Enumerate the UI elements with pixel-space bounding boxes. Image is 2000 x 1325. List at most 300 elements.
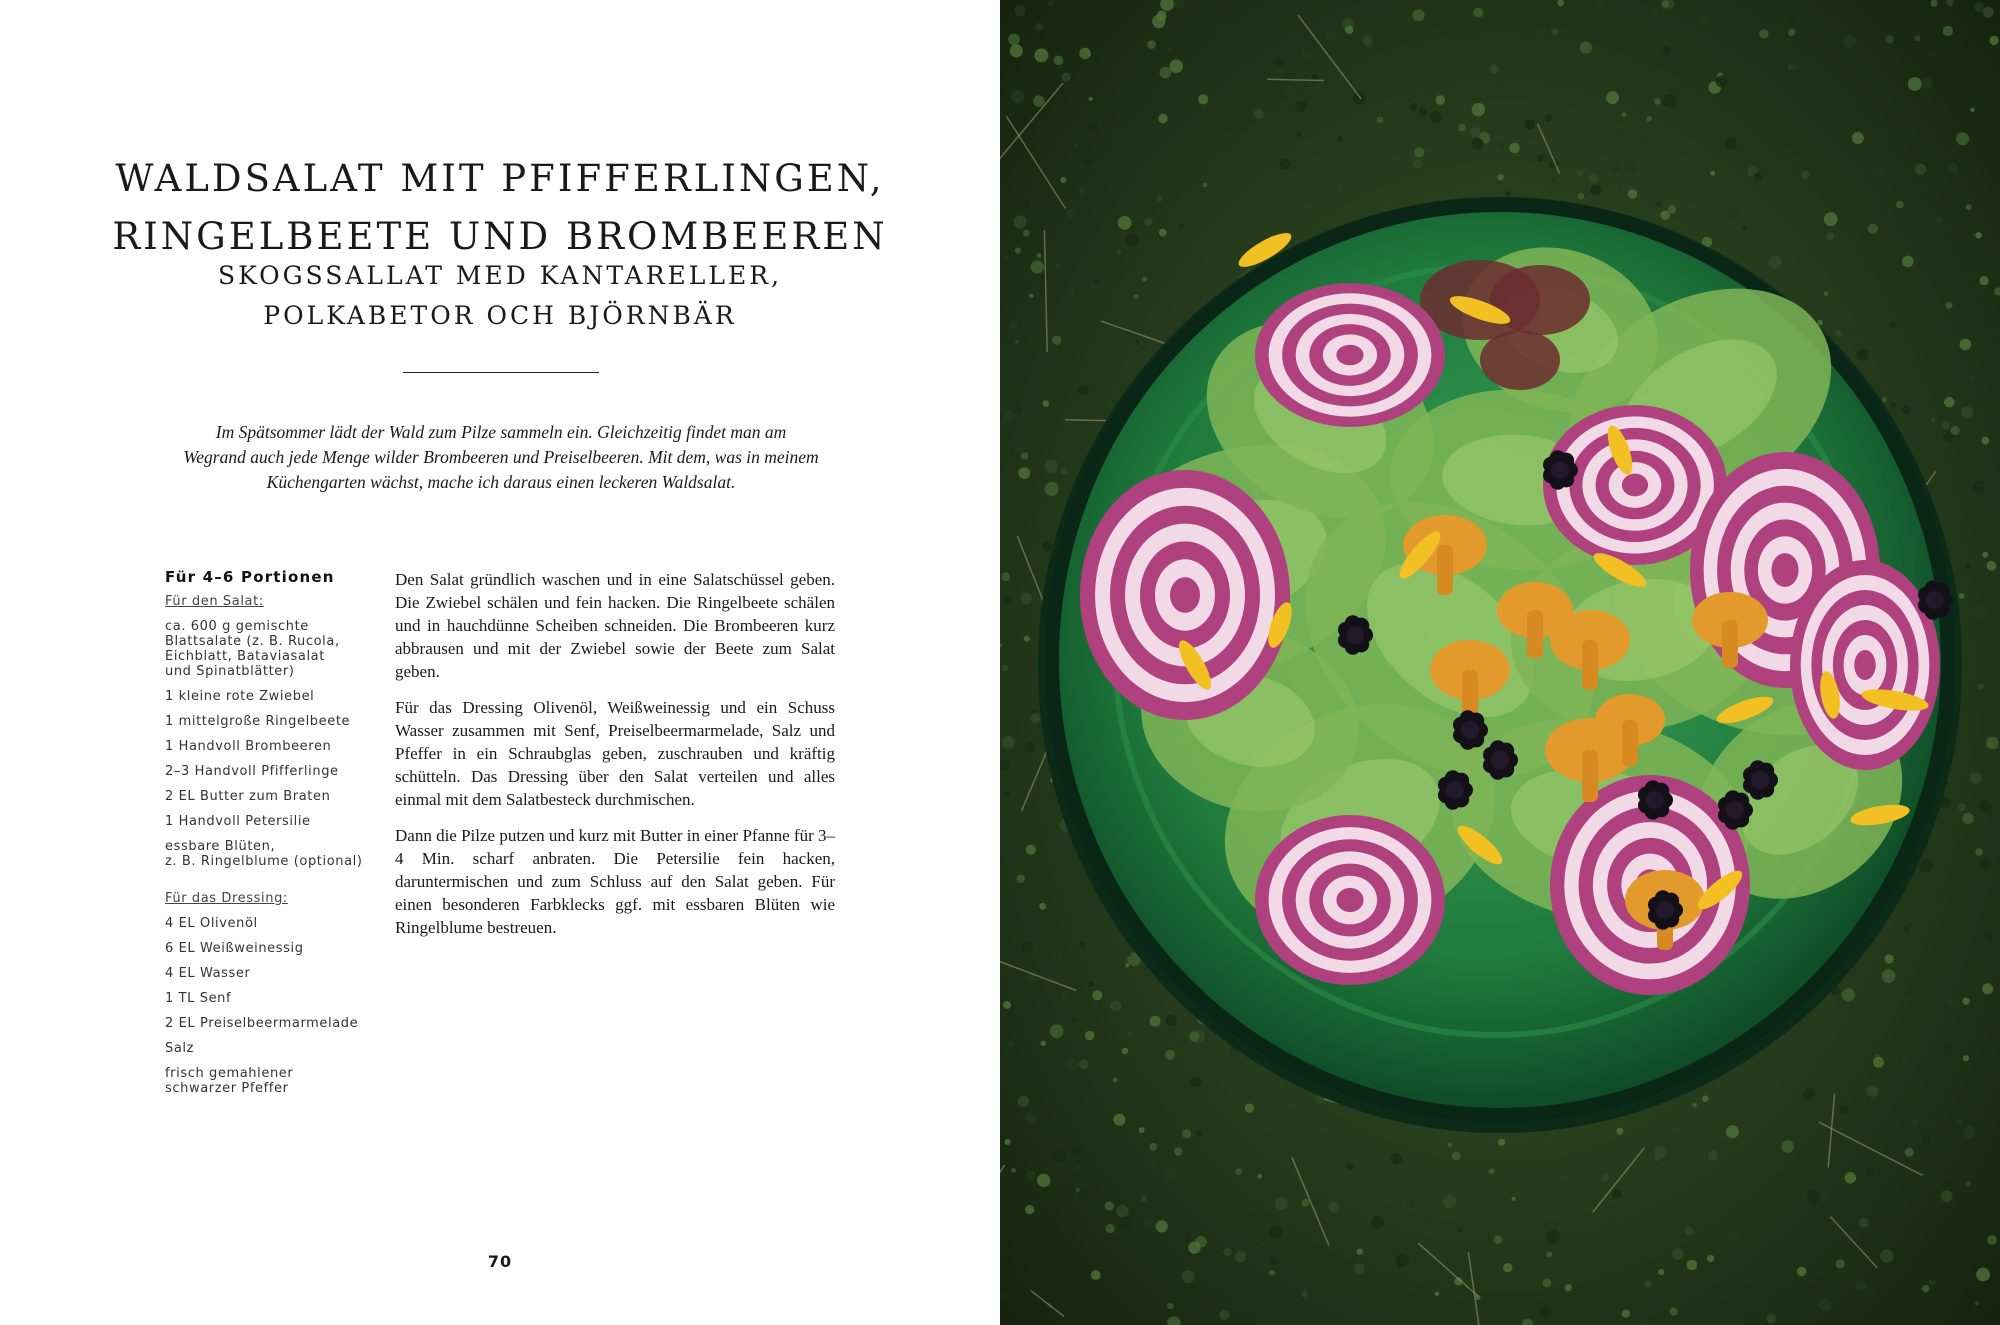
moss-tuft: [1829, 1080, 1843, 1094]
moss-tuft: [1628, 189, 1637, 198]
moss-tuft: [1543, 1279, 1552, 1288]
moss-tuft: [1533, 1286, 1540, 1293]
moss-tuft: [1458, 124, 1466, 132]
moss-tuft: [1167, 1303, 1173, 1309]
moss-tuft: [1263, 1264, 1271, 1272]
beet-ring: [1336, 345, 1363, 366]
moss-tuft: [1025, 1205, 1034, 1214]
moss-tuft: [1707, 1255, 1714, 1262]
moss-tuft: [1945, 1045, 1950, 1050]
moss-tuft: [1982, 437, 1990, 445]
moss-tuft: [1933, 905, 1945, 917]
moss-tuft: [1606, 1218, 1616, 1228]
moss-tuft: [1079, 48, 1091, 60]
moss-tuft: [1160, 67, 1172, 79]
moss-tuft: [1590, 185, 1601, 196]
moss-tuft: [1959, 593, 1965, 599]
moss-tuft: [1963, 1055, 1969, 1061]
moss-tuft: [1144, 1217, 1153, 1226]
beet-ring: [1170, 577, 1200, 613]
moss-tuft: [1986, 737, 1999, 750]
moss-tuft: [1037, 1174, 1050, 1187]
chanterelle-stem: [1582, 750, 1598, 802]
moss-tuft: [1354, 1263, 1365, 1274]
moss-tuft: [1054, 56, 1064, 66]
moss-tuft: [1312, 74, 1318, 80]
moss-tuft: [1908, 77, 1922, 91]
moss-tuft: [1242, 1140, 1248, 1146]
moss-tuft: [1577, 170, 1584, 177]
moss-tuft: [1906, 995, 1912, 1001]
moss-tuft: [1118, 216, 1132, 230]
salad-ingredient-item-line: 2 EL Butter zum Braten: [165, 789, 331, 804]
moss-tuft: [1636, 137, 1647, 148]
moss-tuft: [1165, 1015, 1176, 1026]
moss-tuft: [1941, 1190, 1953, 1202]
moss-tuft: [1076, 1188, 1081, 1193]
recipe-title-line-2: RINGELBEETE UND BROMBEEREN: [112, 215, 888, 258]
salad-section-label: Für den Salat:: [165, 594, 264, 609]
red-leaf: [1480, 330, 1560, 390]
moss-tuft: [1235, 1252, 1246, 1263]
moss-tuft: [1962, 407, 1974, 419]
moss-tuft: [1883, 60, 1889, 66]
moss-tuft: [1026, 845, 1036, 855]
dressing-ingredient-list: [165, 916, 390, 1096]
moss-tuft: [1157, 11, 1167, 21]
moss-tuft: [1655, 1155, 1660, 1160]
moss-tuft: [1044, 459, 1058, 473]
moss-tuft: [1113, 1078, 1118, 1083]
moss-tuft: [1982, 983, 1993, 994]
moss-tuft: [1759, 122, 1766, 129]
moss-tuft: [1710, 171, 1715, 176]
moss-tuft: [1065, 1059, 1078, 1072]
moss-tuft: [1797, 1267, 1807, 1277]
moss-tuft: [1716, 75, 1728, 87]
moss-tuft: [1943, 26, 1953, 36]
moss-tuft: [1280, 159, 1291, 170]
moss-tuft: [1290, 161, 1296, 167]
moss-tuft: [1557, 0, 1564, 7]
servings-heading: Für 4–6 Portionen: [165, 568, 335, 586]
dressing-ingredient-item-line: 6 EL Weißweinessig: [165, 941, 304, 956]
salad-ingredient-item: [165, 789, 390, 804]
moss-tuft: [1972, 480, 1985, 493]
chanterelle-stem: [1622, 720, 1638, 766]
moss-tuft: [1189, 1031, 1199, 1041]
moss-tuft: [1061, 468, 1068, 475]
moss-tuft: [1088, 122, 1098, 132]
moss-tuft: [1663, 1243, 1674, 1254]
moss-tuft: [1209, 202, 1219, 212]
moss-tuft: [1089, 97, 1093, 101]
moss-tuft: [1859, 1218, 1868, 1227]
moss-tuft: [1085, 1031, 1095, 1041]
subtitle-line-1: SKOGSSALLAT MED KANTARELLER,: [217, 261, 783, 290]
moss-tuft: [1005, 255, 1009, 259]
moss-tuft: [1904, 927, 1910, 933]
moss-tuft: [1419, 108, 1427, 116]
moss-tuft: [1702, 1096, 1708, 1102]
moss-tuft: [1970, 108, 1975, 113]
moss-tuft: [1017, 408, 1022, 413]
moss-tuft: [1002, 595, 1011, 604]
moss-tuft: [1223, 1248, 1231, 1256]
beet-slice: [1255, 815, 1445, 985]
moss-tuft: [1074, 143, 1079, 148]
moss-tuft: [1947, 998, 1954, 1005]
moss-tuft: [1034, 48, 1048, 62]
moss-tuft: [1443, 1195, 1457, 1209]
moss-tuft: [1316, 1210, 1323, 1217]
moss-tuft: [1929, 1279, 1936, 1286]
moss-tuft: [1125, 233, 1138, 246]
moss-tuft: [1029, 294, 1033, 298]
moss-tuft: [1094, 279, 1099, 284]
blackberry-center: [1726, 801, 1744, 819]
moss-tuft: [1430, 112, 1442, 124]
moss-tuft: [1709, 104, 1722, 117]
moss-tuft: [1845, 1172, 1857, 1184]
moss-tuft: [1275, 1197, 1288, 1210]
salad-photo: [1000, 0, 2000, 1325]
moss-tuft: [1026, 1170, 1036, 1180]
moss-tuft: [1052, 952, 1062, 962]
salad-ingredient-item: [165, 689, 390, 704]
moss-tuft: [1011, 90, 1024, 103]
moss-tuft: [1301, 1199, 1309, 1207]
moss-tuft: [1054, 263, 1060, 269]
moss-tuft: [1911, 1119, 1919, 1127]
moss-tuft: [1958, 804, 1965, 811]
moss-tuft: [1975, 1301, 1980, 1306]
moss-tuft: [1167, 1026, 1179, 1038]
moss-tuft: [1497, 174, 1503, 180]
intro-line-3: Küchengarten wächst, mache ich daraus einen leckeren Waldsalat.: [266, 472, 736, 492]
moss-tuft: [1661, 0, 1669, 8]
moss-tuft: [1490, 65, 1499, 74]
moss-tuft: [1337, 136, 1343, 142]
moss-tuft: [1088, 981, 1094, 987]
moss-tuft: [1728, 1228, 1740, 1240]
moss-tuft: [1979, 800, 1991, 812]
moss-tuft: [1357, 1248, 1363, 1254]
moss-tuft: [1843, 35, 1856, 48]
moss-tuft: [1000, 760, 1010, 770]
moss-tuft: [1436, 95, 1446, 105]
blackberry-center: [1461, 721, 1479, 739]
salad-ingredient-item: [165, 839, 390, 869]
moss-tuft: [1606, 91, 1619, 104]
moss-tuft: [1156, 1220, 1168, 1232]
moss-tuft: [1987, 561, 1997, 571]
chanterelle-stem: [1527, 610, 1543, 658]
moss-tuft: [1169, 60, 1183, 74]
moss-tuft: [1868, 224, 1878, 234]
salad-ingredient-item-line: Blattsalate (z. B. Rucola,: [165, 634, 340, 649]
moss-tuft: [1791, 62, 1799, 70]
moss-tuft: [1105, 1224, 1114, 1233]
moss-tuft: [1902, 406, 1911, 415]
moss-tuft: [1011, 1168, 1016, 1173]
moss-tuft: [1043, 400, 1050, 407]
moss-tuft: [1985, 934, 1993, 942]
moss-tuft: [1396, 1255, 1409, 1268]
moss-tuft: [1067, 289, 1076, 298]
moss-tuft: [1004, 1174, 1009, 1179]
moss-tuft: [1480, 1198, 1484, 1202]
moss-tuft: [1041, 1041, 1046, 1046]
moss-tuft: [1727, 206, 1739, 218]
moss-tuft: [1497, 82, 1505, 90]
blackberry-center: [1751, 771, 1769, 789]
moss-tuft: [1301, 49, 1312, 60]
chanterelle-stem: [1582, 640, 1598, 690]
dressing-ingredient-item-line: schwarzer Pfeffer: [165, 1081, 289, 1096]
moss-tuft: [1902, 256, 1914, 268]
moss-tuft: [1079, 941, 1086, 948]
moss-tuft: [1379, 35, 1389, 45]
moss-tuft: [1509, 143, 1520, 154]
dressing-ingredient-item-line: 2 EL Preiselbeermarmelade: [165, 1016, 359, 1031]
moss-tuft: [1269, 1226, 1283, 1240]
moss-tuft: [1010, 44, 1023, 57]
moss-tuft: [1742, 227, 1746, 231]
moss-tuft: [1045, 482, 1059, 496]
moss-tuft: [1963, 474, 1967, 478]
moss-tuft: [1801, 171, 1809, 179]
moss-tuft: [1970, 376, 1976, 382]
moss-tuft: [1010, 449, 1014, 453]
beet-ring: [1622, 474, 1648, 497]
moss-tuft: [1033, 1222, 1042, 1231]
moss-tuft: [1157, 195, 1163, 201]
moss-tuft: [1024, 543, 1032, 551]
dressing-ingredient-item-line: frisch gemahlener: [165, 1066, 294, 1081]
moss-tuft: [1891, 402, 1897, 408]
moss-tuft: [1052, 1150, 1065, 1163]
moss-tuft: [1164, 1168, 1178, 1182]
moss-tuft: [1078, 385, 1088, 395]
moss-tuft: [1015, 446, 1024, 455]
moss-tuft: [1297, 133, 1302, 138]
moss-tuft: [1820, 1027, 1827, 1034]
dressing-ingredient-item: [165, 966, 390, 981]
moss-tuft: [1512, 1197, 1516, 1201]
moss-tuft: [1092, 990, 1102, 1000]
moss-tuft: [1457, 1228, 1462, 1233]
moss-tuft: [1003, 1001, 1011, 1009]
moss-tuft: [1498, 139, 1505, 146]
moss-tuft: [1817, 320, 1823, 326]
moss-tuft: [1158, 114, 1168, 124]
moss-tuft: [1922, 1135, 1932, 1145]
salad-ingredient-item: [165, 739, 390, 754]
moss-tuft: [1962, 813, 1973, 824]
moss-tuft: [1840, 1105, 1849, 1114]
moss-tuft: [1414, 147, 1424, 157]
beet-slice: [1080, 470, 1290, 720]
beet-ring: [1854, 650, 1875, 680]
salad-ingredient-item: [165, 764, 390, 779]
moss-tuft: [1014, 216, 1027, 229]
moss-tuft: [1002, 665, 1009, 672]
moss-tuft: [1110, 1000, 1121, 1011]
moss-tuft: [1302, 1291, 1308, 1297]
moss-tuft: [1578, 193, 1585, 200]
moss-tuft: [1035, 23, 1043, 31]
salad-ingredient-item-line: 1 mittelgroße Ringelbeete: [165, 714, 351, 729]
moss-tuft: [1023, 230, 1030, 237]
moss-tuft: [1188, 1242, 1200, 1254]
salad-ingredient-list: [165, 619, 390, 869]
salad-photo-illustration: [1000, 0, 2000, 1325]
moss-tuft: [1039, 903, 1046, 910]
moss-tuft: [1025, 1113, 1036, 1124]
moss-tuft: [1878, 168, 1884, 174]
moss-tuft: [1091, 1270, 1101, 1280]
moss-tuft: [1423, 82, 1436, 95]
moss-tuft: [1182, 1270, 1195, 1283]
moss-tuft: [1235, 1168, 1241, 1174]
moss-tuft: [1890, 322, 1896, 328]
beet-ring: [1771, 553, 1798, 587]
moss-tuft: [1974, 2, 1984, 12]
moss-tuft: [1547, 1230, 1561, 1244]
ingredients-column: [165, 568, 390, 1106]
moss-tuft: [1947, 162, 1958, 173]
moss-tuft: [1118, 1216, 1132, 1230]
moss-tuft: [1725, 138, 1737, 150]
moss-tuft: [1024, 636, 1030, 642]
moss-tuft: [1179, 1038, 1188, 1047]
moss-tuft: [1538, 28, 1548, 38]
moss-tuft: [1671, 1226, 1683, 1238]
moss-tuft: [1979, 276, 1988, 285]
moss-tuft: [1310, 41, 1315, 46]
moss-tuft: [1105, 1201, 1114, 1210]
moss-tuft: [1824, 291, 1829, 296]
moss-tuft: [1248, 125, 1260, 137]
moss-tuft: [1905, 1148, 1914, 1157]
moss-tuft: [1781, 1140, 1794, 1153]
moss-tuft: [1072, 1017, 1077, 1022]
moss-tuft: [1873, 1057, 1884, 1068]
moss-tuft: [1582, 1294, 1591, 1303]
moss-tuft: [1580, 42, 1592, 54]
moss-tuft: [1539, 1306, 1551, 1318]
moss-tuft: [1150, 1016, 1161, 1027]
moss-tuft: [1803, 1088, 1815, 1100]
moss-tuft: [1865, 1167, 1874, 1176]
moss-tuft: [1924, 63, 1931, 70]
moss-tuft: [1608, 160, 1621, 173]
moss-tuft: [1037, 253, 1041, 257]
moss-tuft: [1084, 159, 1091, 166]
moss-tuft: [1684, 1226, 1693, 1235]
moss-tuft: [1275, 57, 1284, 66]
moss-tuft: [1975, 848, 1983, 856]
moss-tuft: [1149, 1143, 1157, 1151]
moss-tuft: [1781, 1161, 1786, 1166]
intro-line-2: Wegrand auch jede Menge wilder Brombeeren und Preiselbeeren. Mit dem, was in meinem: [183, 447, 819, 467]
moss-tuft: [1329, 1202, 1340, 1213]
moss-tuft: [1125, 963, 1129, 967]
moss-tuft: [1965, 1181, 1971, 1187]
recipe-subtitle-swedish: [100, 256, 900, 336]
moss-tuft: [1824, 212, 1838, 226]
moss-tuft: [1956, 132, 1969, 145]
moss-tuft: [1017, 1096, 1029, 1108]
dressing-ingredient-item: [165, 1066, 390, 1096]
moss-tuft: [1245, 1104, 1254, 1113]
moss-tuft: [1670, 1307, 1678, 1315]
moss-tuft: [1270, 1258, 1277, 1265]
dressing-ingredient-item-line: 1 TL Senf: [165, 991, 232, 1006]
moss-tuft: [1978, 683, 1984, 689]
moss-tuft: [1960, 339, 1972, 351]
moss-tuft: [1078, 187, 1085, 194]
moss-tuft: [1005, 1139, 1011, 1145]
moss-tuft: [1371, 1216, 1384, 1229]
moss-tuft: [1602, 1174, 1609, 1181]
salad-ingredient-item: [165, 619, 390, 679]
moss-tuft: [1079, 1059, 1089, 1069]
moss-tuft: [1922, 1285, 1929, 1292]
moss-tuft: [1065, 1186, 1075, 1196]
moss-tuft: [1031, 260, 1044, 273]
moss-tuft: [1126, 951, 1131, 956]
moss-tuft: [1975, 232, 1982, 239]
blackberry-center: [1491, 751, 1509, 769]
moss-tuft: [1033, 95, 1045, 107]
moss-tuft: [1014, 5, 1025, 16]
moss-tuft: [1663, 94, 1677, 108]
moss-tuft: [1982, 552, 1988, 558]
moss-tuft: [1073, 1145, 1083, 1155]
moss-tuft: [1410, 103, 1418, 111]
moss-tuft: [1836, 1259, 1845, 1268]
moss-tuft: [1867, 1085, 1879, 1097]
moss-tuft: [1624, 159, 1638, 173]
moss-tuft: [1179, 224, 1184, 229]
recipe-title: [100, 150, 900, 266]
moss-tuft: [1002, 736, 1015, 749]
moss-tuft: [1144, 217, 1153, 226]
moss-tuft: [1921, 78, 1932, 89]
moss-tuft: [1936, 216, 1943, 223]
moss-tuft: [1982, 820, 1989, 827]
method-column: [395, 568, 835, 952]
blackberry-center: [1656, 901, 1674, 919]
moss-tuft: [1257, 1174, 1262, 1179]
moss-tuft: [1987, 1235, 1997, 1245]
moss-tuft: [1009, 1042, 1014, 1047]
method-step-2: Für das Dressing Olivenöl, Weißweinessig und ein Schuss Wasser zusammen mit Senf, Preiselbeermarmelade, Salz und Pfeffer in ein Schraubglas geben, zuschrauben und kräftig schütteln. Das Dressing über den Salat verteilen und alles einmal mit dem Salatbesteck durchmischen.: [395, 698, 835, 809]
blackberry-center: [1646, 791, 1664, 809]
moss-tuft: [1726, 1125, 1739, 1138]
moss-tuft: [1886, 208, 1892, 214]
moss-tuft: [1116, 249, 1121, 254]
moss-tuft: [1391, 1153, 1402, 1164]
salad-ingredient-item-line: 2–3 Handvoll Pfifferlinge: [165, 764, 339, 779]
salad-ingredient-item-line: essbare Blüten,: [165, 839, 276, 854]
moss-tuft: [1919, 859, 1933, 873]
moss-tuft: [1159, 229, 1167, 237]
moss-tuft: [1944, 432, 1954, 442]
blackberry-center: [1446, 781, 1464, 799]
